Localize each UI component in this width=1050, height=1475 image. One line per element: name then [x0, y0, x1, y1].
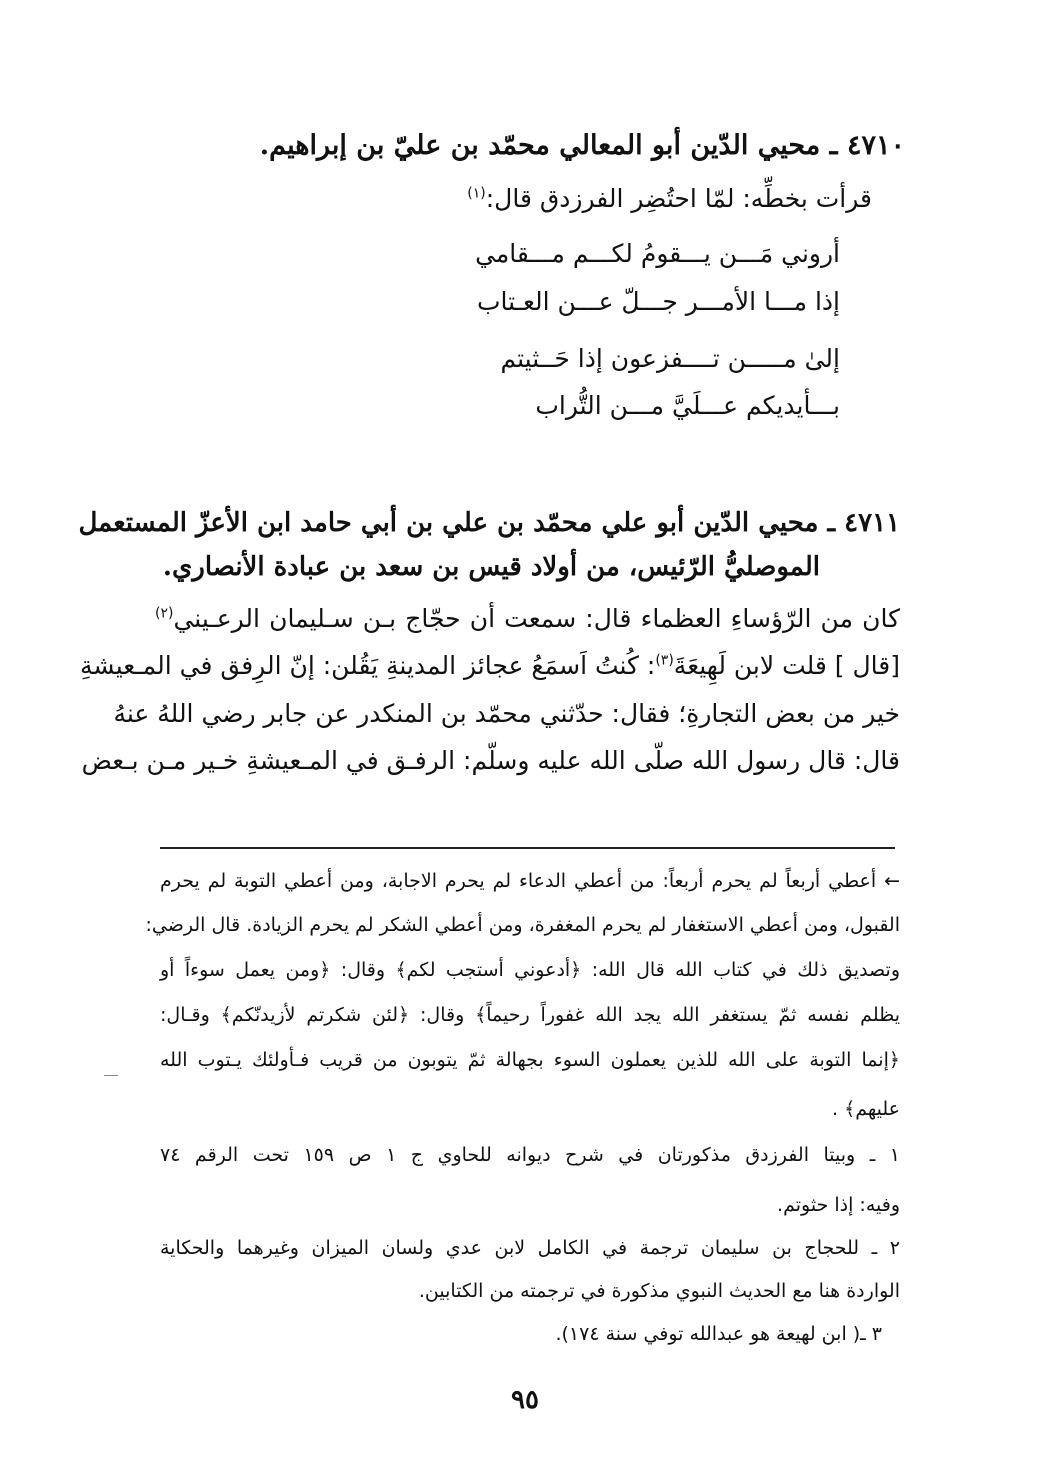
entry-4710-intro: [467, 180, 872, 218]
entry-4710-title: ٤٧١٠ ـ محيي الدّين أبو المعالي محمّد بن عليّ بن إبراهيم.: [259, 130, 905, 161]
footnote-line: عليهم﴾ .: [832, 1098, 900, 1120]
footnote-line: ← أعطي أربعاً لم يحرم أربعاً: من أعطي الدعاء لم يحرم الاجابة، ومن أعطي التوبة لم يحرم: [160, 870, 900, 892]
body-line: [155, 600, 900, 638]
footnote-1: ١ ـ وبيتا الفرزدق مذكورتان في شرح ديوانه للحاوي ج ١ ص ١٥٩ تحت الرقم ٧٤: [160, 1144, 901, 1166]
footnote-separator: [160, 847, 895, 849]
body-line: [80, 647, 900, 685]
entry-4711-title-line2: الموصليُّ الرّئيس، من أولاد قيس بن سعد بن عبادة الأنصاري.: [162, 552, 820, 582]
body-text: [قال ] قلت لابن لَهِيعَةَ: [673, 651, 900, 680]
footnote-ref-2: (٢): [155, 605, 174, 622]
body-text: كان من الرّؤساءِ العظماء قال: سمعت أن حجّاج بـن سـليمان الرعـيني: [173, 604, 900, 633]
intro-text: قرأت بخطِّه: لمّا احتُضِر الفرزدق قال:: [485, 184, 872, 213]
body-line: خير من بعض التجارةِ؛ فقال: حدّثني محمّد بن المنكدر عن جابر رضي اللهُ عنهُ: [113, 699, 900, 728]
verse-line: أروني مَـــن يـــقومُ لكـــم مـــقامي: [475, 239, 840, 268]
footnote-2: ٢ ـ للحجاج بن سليمان ترجمة في الكامل لابن عدي ولسان الميزان وغيرهما والحكاية: [160, 1237, 900, 1259]
body-line: قال: قال رسول الله صلّى الله عليه وسلّم: الرفـق في المـعيشةِ خـير مـن بـعض: [81, 746, 900, 775]
verse-line: بـــأيديكم عـــلَيَّ مـــن التُّراب: [535, 391, 840, 420]
footnote-3: ٣ ـ( ابن لهيعة هو عبدالله توفي سنة ١٧٤).: [555, 1323, 882, 1345]
margin-mark: [104, 1075, 118, 1076]
verse-line: إلىٰ مـــــن تــــفزعون إذا حَــثيتم: [500, 344, 840, 373]
footnote-line: وتصديق ذلك في كتاب الله قال الله: ﴿أدعوني أستجب لكم﴾ وقال: ﴿ومن يعمل سوءاً أو: [160, 959, 900, 981]
footnote-2-cont: الواردة هنا مع الحديث النبوي مذكورة في ترجمته من الكتابين.: [418, 1280, 900, 1302]
footnote-ref-1: (١): [467, 185, 486, 202]
body-text: : كُنتُ اَسمَعُ عجائز المدينةِ يَقُلن: إنّ الرِفق في المـعيشةِ: [80, 651, 656, 680]
verse-line: إذا مـــا الأمـــر جـــلّ عـــن العـتاب: [476, 287, 840, 316]
footnote-1-cont: وفيه: إذا حثوتم.: [777, 1194, 900, 1216]
footnote-line: يظلم نفسه ثمّ يستغفر الله يجد الله غفوراً رحيماً﴾ وقال: ﴿لئن شكرتم لأزيدنّكم﴾ وقـال:: [160, 1004, 900, 1026]
footnote-line: ﴿إنما التوبة على الله للذين يعملون السوء بجهالة ثمّ يتوبون من قريب فـأولئك يـتوب الله: [160, 1049, 900, 1071]
footnote-line: القبول، ومن أعطي الاستغفار لم يحرم المغفرة، ومن أعطي الشكر لم يحرم الزيادة. قال الرضي:: [145, 914, 900, 936]
entry-4711-title-line1: ٤٧١١ ـ محيي الدّين أبو علي محمّد بن علي بن أبي حامد ابن الأعزّ المستعمل: [78, 508, 900, 538]
page-number: ٩٥: [511, 1385, 539, 1415]
footnote-ref-3: (٣): [655, 652, 674, 669]
